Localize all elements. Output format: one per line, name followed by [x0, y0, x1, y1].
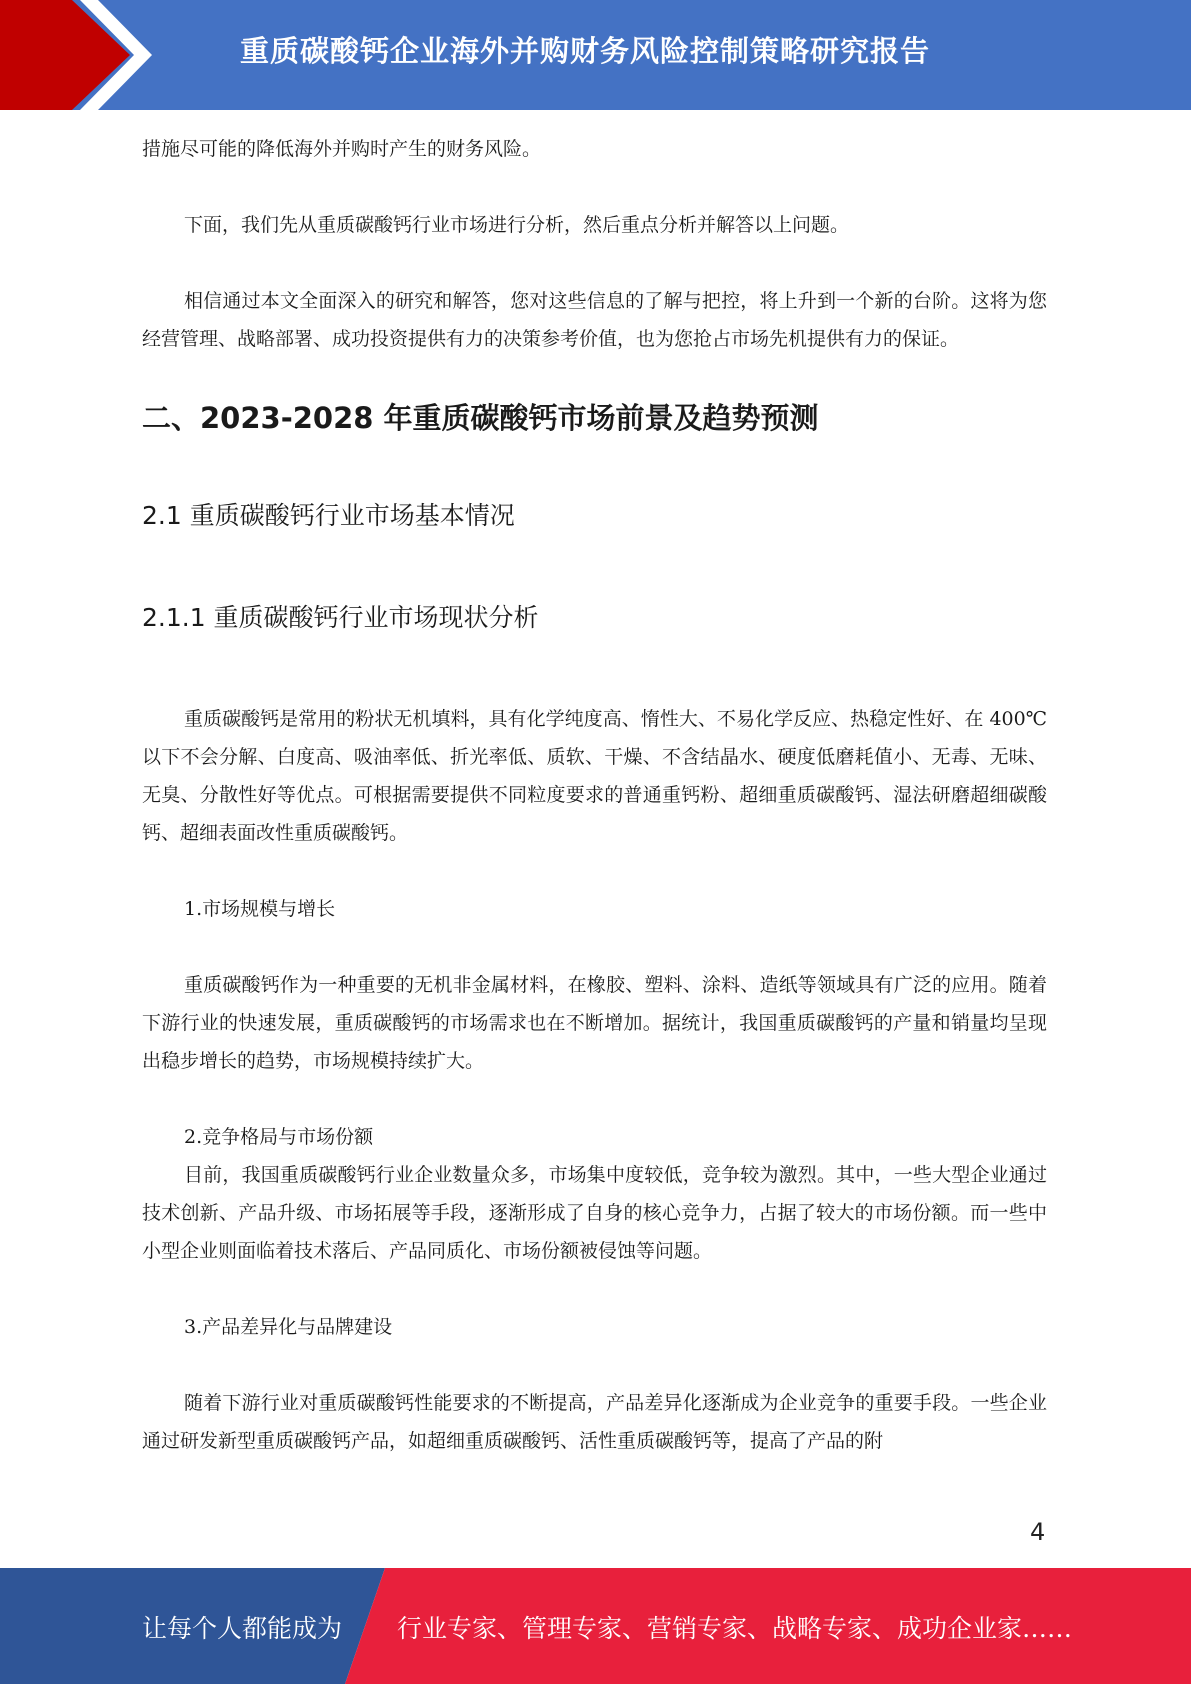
- paragraph-3: 相信通过本文全面深入的研究和解答，您对这些信息的了解与把控，将上升到一个新的台阶。这将为您经营管理、战略部署、成功投资提供有力的决策参考价值，也为您抢占市场先机提供有力的保证。: [142, 290, 1047, 350]
- list-item-3: 3.产品差异化与品牌建设: [184, 1316, 393, 1338]
- page-footer: [0, 1568, 1191, 1684]
- paragraph-1: 措施尽可能的降低海外并购时产生的财务风险。: [142, 138, 542, 160]
- subsection-heading: 2.1 重质碳酸钙行业市场基本情况: [142, 501, 515, 530]
- document-body: [142, 130, 1047, 1460]
- subsubsection-heading: 2.1.1 重质碳酸钙行业市场现状分析: [142, 603, 539, 632]
- list-item-2: 2.竞争格局与市场份额: [184, 1126, 374, 1148]
- paragraph-4: 重质碳酸钙是常用的粉状无机填料，具有化学纯度高、惰性大、不易化学反应、热稳定性好、在 400℃以下不会分解、白度高、吸油率低、折光率低、质软、干燥、不含结晶水、硬度低磨耗值小、无毒、无味、无臭、分散性好等优点。可根据需要提供不同粒度要求的普通重钙粉、超细重质碳酸钙、湿法研磨超细碳酸钙、超细表面改性重质碳酸钙。: [142, 708, 1047, 844]
- paragraph-5: 重质碳酸钙作为一种重要的无机非金属材料，在橡胶、塑料、涂料、造纸等领域具有广泛的应用。随着下游行业的快速发展，重质碳酸钙的市场需求也在不断增加。据统计，我国重质碳酸钙的产量和销量均呈现出稳步增长的趋势，市场规模持续扩大。: [142, 974, 1047, 1072]
- page-number: 4: [1030, 1518, 1046, 1546]
- list-item-1: 1.市场规模与增长: [184, 898, 336, 920]
- report-title: 重质碳酸钙企业海外并购财务风险控制策略研究报告: [240, 34, 931, 68]
- paragraph-7: 随着下游行业对重质碳酸钙性能要求的不断提高，产品差异化逐渐成为企业竞争的重要手段。一些企业通过研发新型重质碳酸钙产品，如超细重质碳酸钙、活性重质碳酸钙等，提高了产品的附: [142, 1392, 1047, 1452]
- page-header: [0, 0, 1191, 110]
- footer-slogan-right: 行业专家、管理专家、营销专家、战略专家、成功企业家……: [397, 1614, 1073, 1643]
- paragraph-6: 目前，我国重质碳酸钙行业企业数量众多，市场集中度较低，竞争较为激烈。其中，一些大型企业通过技术创新、产品升级、市场拓展等手段，逐渐形成了自身的核心竞争力，占据了较大的市场份额。而一些中小型企业则面临着技术落后、产品同质化、市场份额被侵蚀等问题。: [142, 1164, 1047, 1262]
- paragraph-2: 下面，我们先从重质碳酸钙行业市场进行分析，然后重点分析并解答以上问题。: [184, 214, 850, 236]
- section-heading: 二、2023-2028 年重质碳酸钙市场前景及趋势预测: [142, 401, 819, 435]
- footer-slogan-left: 让每个人都能成为: [142, 1614, 343, 1643]
